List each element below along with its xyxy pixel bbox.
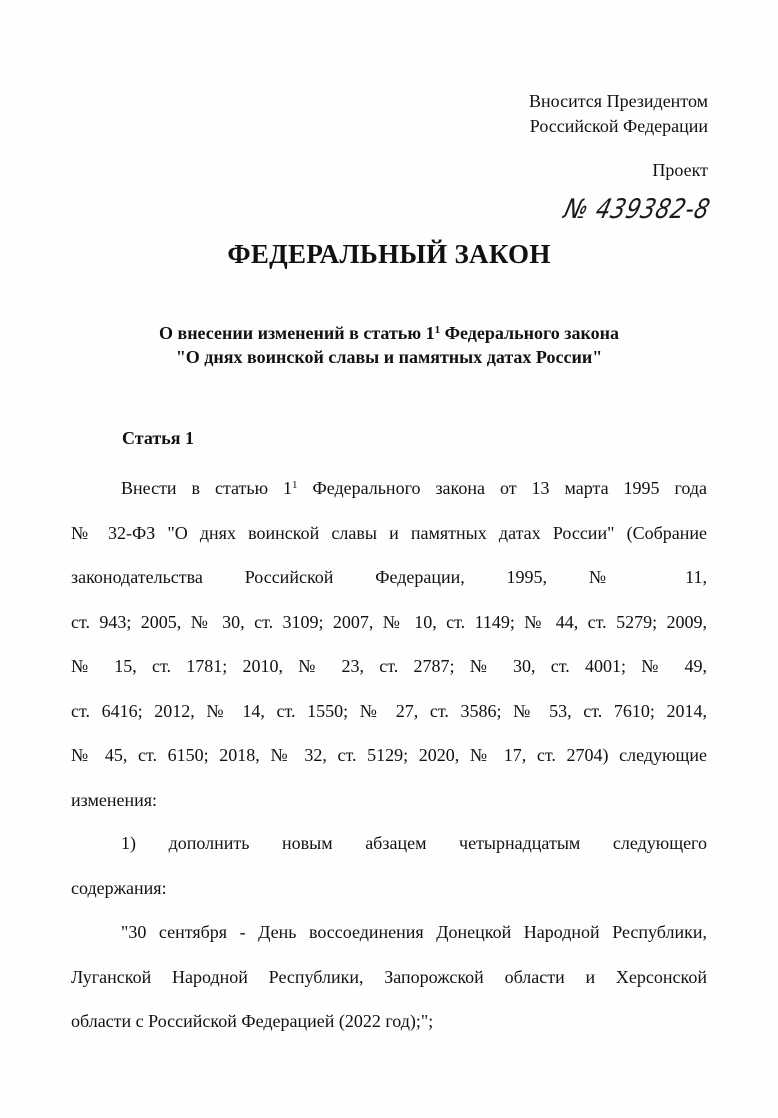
paragraph-line: ст. 943; 2005, № 30, ст. 3109; 2007, № 10, ст. 1149; № 44, ст. 5279; 2009,	[71, 611, 707, 632]
paragraph-line: № 32-ФЗ "О днях воинской славы и памятных датах России" (Собрание	[71, 522, 707, 543]
subtitle-line1-text: О внесении изменений в статью 1	[158, 323, 435, 343]
subtitle-line2: "О днях воинской славы и памятных датах России"	[175, 347, 603, 367]
paragraph-line: законодательства Российской Федерации, 1995, № 11,	[71, 567, 707, 587]
article-paragraph-1	[71, 466, 707, 822]
paragraph-line: № 15, ст. 1781; 2010, № 23, ст. 2787; № 30, ст. 4001; № 49,	[71, 656, 707, 676]
paragraph-line: № 45, ст. 6150; 2018, № 32, ст. 5129; 2020, № 17, ст. 2704) следующие	[71, 745, 707, 765]
article-item-1	[71, 821, 707, 910]
item-line: содержания:	[71, 877, 167, 898]
article-heading: Статья 1	[122, 428, 194, 448]
document-subtitle	[0, 321, 778, 369]
subtitle-superscript: 1	[434, 324, 441, 336]
subtitle-line1	[0, 321, 778, 345]
subtitle-line1-rest: Федерального закона	[440, 323, 620, 343]
submitted-by-line1: Вносится Президентом	[529, 91, 708, 111]
submitted-by-block	[529, 89, 708, 139]
quote-line: Луганской Народной Республики, Запорожской области и Херсонской	[71, 966, 707, 987]
paragraph-line: изменения:	[71, 789, 158, 810]
paragraph-line	[71, 466, 707, 511]
quoted-amendment	[71, 910, 707, 1044]
handwritten-registration-number: № 439382-8	[561, 194, 714, 225]
item-line: 1) дополнить новым абзацем четырнадцатым следующего	[121, 833, 707, 853]
paragraph-superscript: 1	[292, 479, 298, 491]
document-title: ФЕДЕРАЛЬНЫЙ ЗАКОН	[227, 239, 551, 269]
submitted-by-line2: Российской Федерации	[529, 116, 708, 136]
paragraph-text: Федерального закона от 13 марта 1995 года	[297, 478, 708, 498]
paragraph-text: Внести в статью 1	[121, 478, 293, 498]
quote-line: "30 сентября - День воссоединения Донецкой Народной Республики,	[121, 922, 707, 942]
project-status: Проект	[652, 160, 708, 180]
quote-line: области с Российской Федерацией (2022 год);";	[71, 1011, 434, 1031]
paragraph-line: ст. 6416; 2012, № 14, ст. 1550; № 27, ст. 3586; № 53, ст. 7610; 2014,	[71, 700, 707, 721]
